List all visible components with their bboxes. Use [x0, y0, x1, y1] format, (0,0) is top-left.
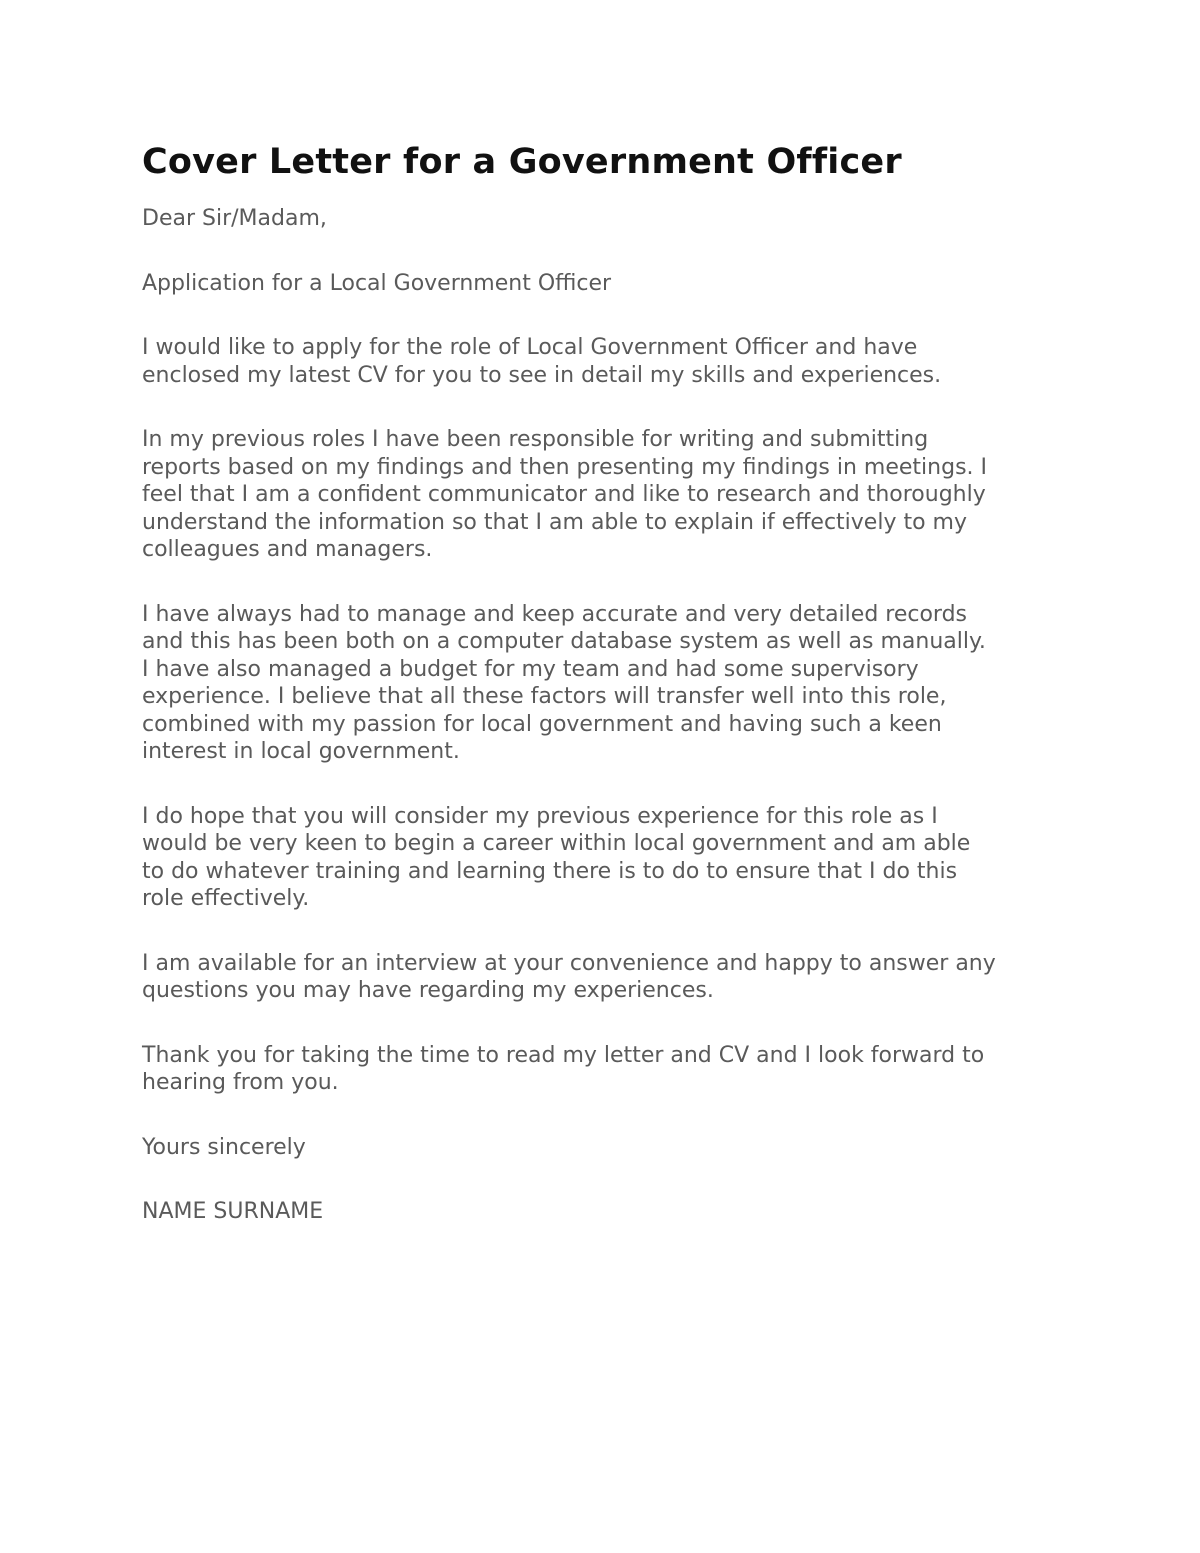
letter-page: [142, 140, 1072, 1226]
paragraph-records: I have always had to manage and keep accurate and very detailed records and this has been both on a computer database system as well as manually. I have also managed a budget for my team and had some supervisory experience. I believe that all these factors will transfer well into this role, combined with my passion for local government and having such a keen interest in local government.: [142, 601, 986, 764]
subject-line: Application for a Local Government Officer: [142, 270, 612, 296]
salutation: Dear Sir/Madam,: [142, 206, 327, 231]
signature-name: NAME SURNAME: [142, 1199, 324, 1224]
paragraph-thanks: Thank you for taking the time to read my letter and CV and I look forward to hearing from you.: [142, 1042, 985, 1095]
paragraph-intro: I would like to apply for the role of Local Government Officer and have enclosed my latest CV for you to see in detail my skills and experiences.: [142, 335, 942, 388]
paragraph-availability: I am available for an interview at your convenience and happy to answer any questions you may have regarding my experiences.: [142, 950, 996, 1003]
paragraph-previous-roles: In my previous roles I have been responsible for writing and submitting reports based on my findings and then presenting my findings in meetings. I feel that I am a confident communicator and like to research and thoroughly understand the information so that I am able to explain if effectively to my colleagues and managers.: [142, 427, 988, 562]
page-title: Cover Letter for a Government Officer: [142, 142, 902, 182]
paragraph-hope: I do hope that you will consider my previous experience for this role as I would be very keen to begin a career within local government and am able to do whatever training and learning there is to do to ensure that I do this role effectively.: [142, 803, 971, 911]
closing: Yours sincerely: [142, 1134, 306, 1160]
